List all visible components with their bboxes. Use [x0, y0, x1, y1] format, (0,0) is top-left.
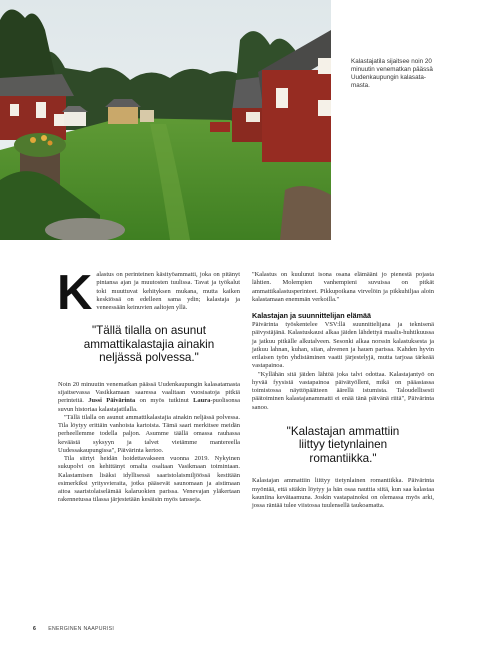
- page-footer: [33, 626, 114, 632]
- pull-quote: "Tällä tilalla on asunut ammattikalastajia ainakin neljässä polvessa.": [83, 324, 215, 365]
- pull-quote: "Kalastajan ammattiin liittyy tietynlainen romantiikka.": [286, 424, 400, 465]
- body-paragraph: Tila siirtyi heidän hoidettavakseen vuonna 2019. Nykyinen sukupolvi on kehittänyt omalta osaltaan Vasikmaan toimintaan. Kalastamisen lisäksi idyllisessä saaristolaismiljöössä kestitään esimerkiksi yritysvieraita, jotka pääsevät saunomaan ja aistimaan aitoa saaristolaiselämää kalaruokien parissa. Venevajan yläkertaan rakennetussa tilassa järjestetään kesäisin myös tansseja.: [58, 455, 240, 504]
- person-name: Laura: [193, 397, 211, 405]
- body-paragraph: "Kalastus on kuulunut isona osana elämääni jo pienestä pojasta lähtien. Molempien vanhempieni suvuissa on pitkät ammattikalastusperinteet. Pikkupoikana virvelöin ja pikkuhiljaa aloin kalastamaan enemmän verkoilla.": [252, 271, 434, 303]
- person-name: Jussi Päivärinta: [88, 397, 136, 405]
- body-paragraph: "Tällä tilalla on asunut ammattikalastajia ainakin neljässä polvessa. Tila löytyy erittäin vanhoista kartoista. Tämä saari merkitsee meidän perheellemme todella paljon. Asumme täällä omassa rauhassa keväästä syksyyn ja talvet vietämme mantereella Uudessakaupungissa", Päivärinta kertoo.: [58, 413, 240, 454]
- article-column-right: [252, 271, 434, 510]
- article-column-left: [57, 266, 240, 505]
- cover-photo: [0, 0, 331, 240]
- body-paragraph: [58, 381, 240, 414]
- body-paragraph: "Kyllähän sitä jäiden lähtöä joka talvi odottaa. Kalastajantyö on hyvää fyysistä vastapainoa päivätyölleni, mikä on pääasiassa toimistossa näyttöpäätteen äärellä istumista. Taloudellisesti päätoiminen kalastajanammatti ei enää tänä päivänä riitä", Päivärinta sanoo.: [252, 370, 434, 411]
- body-text: -puolisonsa suvun historiaa kalastajatilalla.: [58, 397, 240, 413]
- farm-photo-illustration: [0, 0, 331, 240]
- body-text: Noin 20 minuutin venematkan päässä Uudenkaupungin kalasatamasta sijaitsevassa Vasikkamaan saaressa vaalitaan vuosisatoja pitkiä perinteitä.: [58, 380, 240, 405]
- body-text: on myös tutkinut: [135, 397, 194, 405]
- body-paragraph: Päivärinta työskentelee VSV:llä suunnittelijana ja teknisenä päivystäjänä. Kalastuskausi alkaa jäiden lähdettyä maalis-huhtikuussa ja jatkuu pitkälle alkutalveen. Sesonki alkaa norssin kalastuksesta ja jatkuu lahnan, kuhan, siian, ahvenen ja hauen parissa. Kahden hyvin erilaisen työn yhdistäminen vaatii järjestelyjä, mutta tarjoaa tärkeää vastapainoa.: [252, 321, 434, 370]
- page-number: 6: [33, 626, 37, 632]
- drop-cap: K: [57, 266, 93, 320]
- body-paragraph: Kalastajan ammattiin liittyy tietynlainen romantiikka. Päivärinta myöntää, että sitäkin löytyy ja hän osaa nauttia siitä, kun saa kalastaa kauniina kevätaamuna. Joskin vastapainoksi on olemassa myös arki, jossa räntää tulee viistossa tuulensellä taukoamatta.: [252, 477, 434, 509]
- section-heading: Kalastajan ja suunnittelijan elämää: [252, 311, 372, 320]
- intro-paragraph: [57, 266, 240, 320]
- publication-title: ENERGINEN NAAPURISI: [48, 626, 115, 632]
- intro-text: alastus on perinteinen käsityöammatti, joka on pitänyt pintansa ajan ja muutosten tuulissa. Tavat ja työkalut toki muuttuvat kehityksen mukana, mutta kaiken keskiössä on edelleen sama ydin; kalastaja ja veneessään keinuvien aaltojen yllä.: [96, 271, 240, 311]
- photo-caption: Kalastajatila sijaitsee noin 20 minuutin venematkan päässä Uudenkaupungin kalasata- masta.: [351, 58, 433, 89]
